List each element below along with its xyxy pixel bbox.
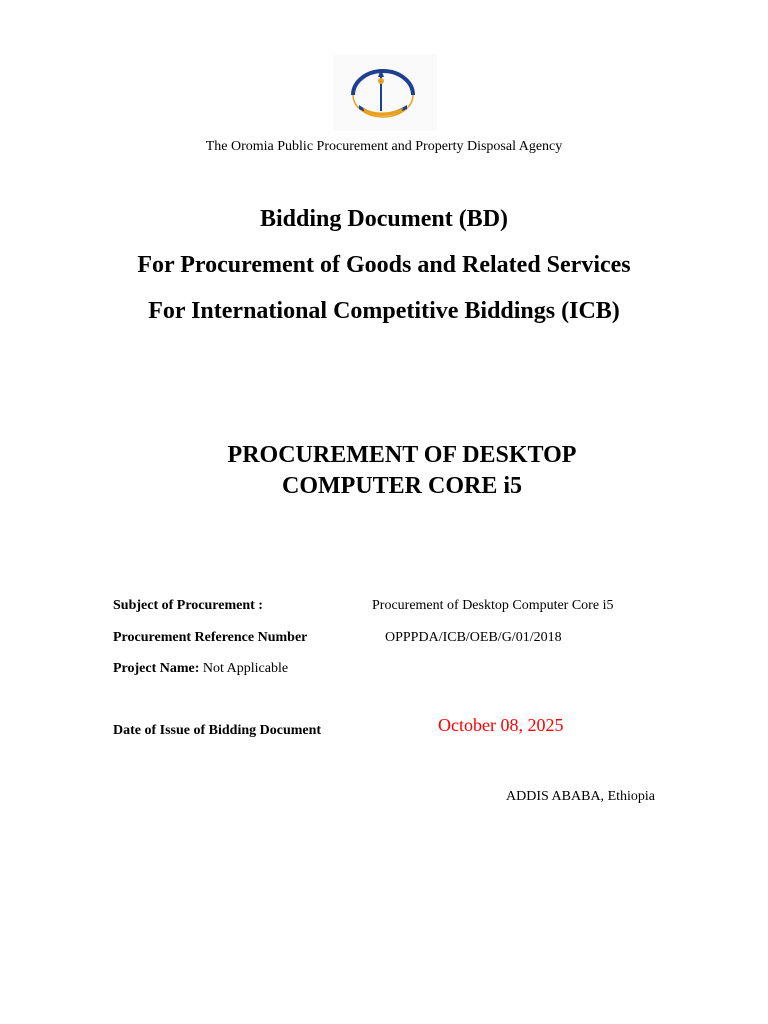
project-title-line-1: PROCUREMENT OF DESKTOP (227, 442, 577, 468)
document-title: Bidding Document (BD) (259, 206, 509, 232)
place-of-issue (506, 788, 655, 806)
subject-value: Procurement of Desktop Computer Core i5 (372, 598, 614, 613)
project-name-label: Project Name: (113, 661, 200, 676)
project-name-value: Not Applicable (202, 661, 289, 676)
place-city: ADDIS ABABA, (506, 789, 605, 804)
reference-number-label: Procurement Reference Number (113, 630, 308, 645)
reference-number-value: OPPPDA/ICB/OEB/G/01/2018 (385, 630, 562, 645)
subject-label: Subject of Procurement : (113, 598, 263, 613)
place-country: Ethiopia (607, 789, 655, 804)
document-subtitle: For Procurement of Goods and Related Services (137, 252, 631, 278)
issue-date-value: October 08, 2025 (438, 715, 564, 735)
project-title-line-2: COMPUTER CORE i5 (282, 473, 522, 499)
agency-name: The Oromia Public Procurement and Property Disposal Agency (205, 139, 563, 154)
project-name-row (113, 660, 288, 678)
agency-emblem-icon (333, 55, 437, 131)
document-subtitle-icb: For International Competitive Biddings (ICB) (148, 298, 620, 324)
emblem-graphic (333, 55, 437, 131)
project-title (0, 440, 768, 502)
issue-date-label: Date of Issue of Bidding Document (113, 723, 322, 738)
